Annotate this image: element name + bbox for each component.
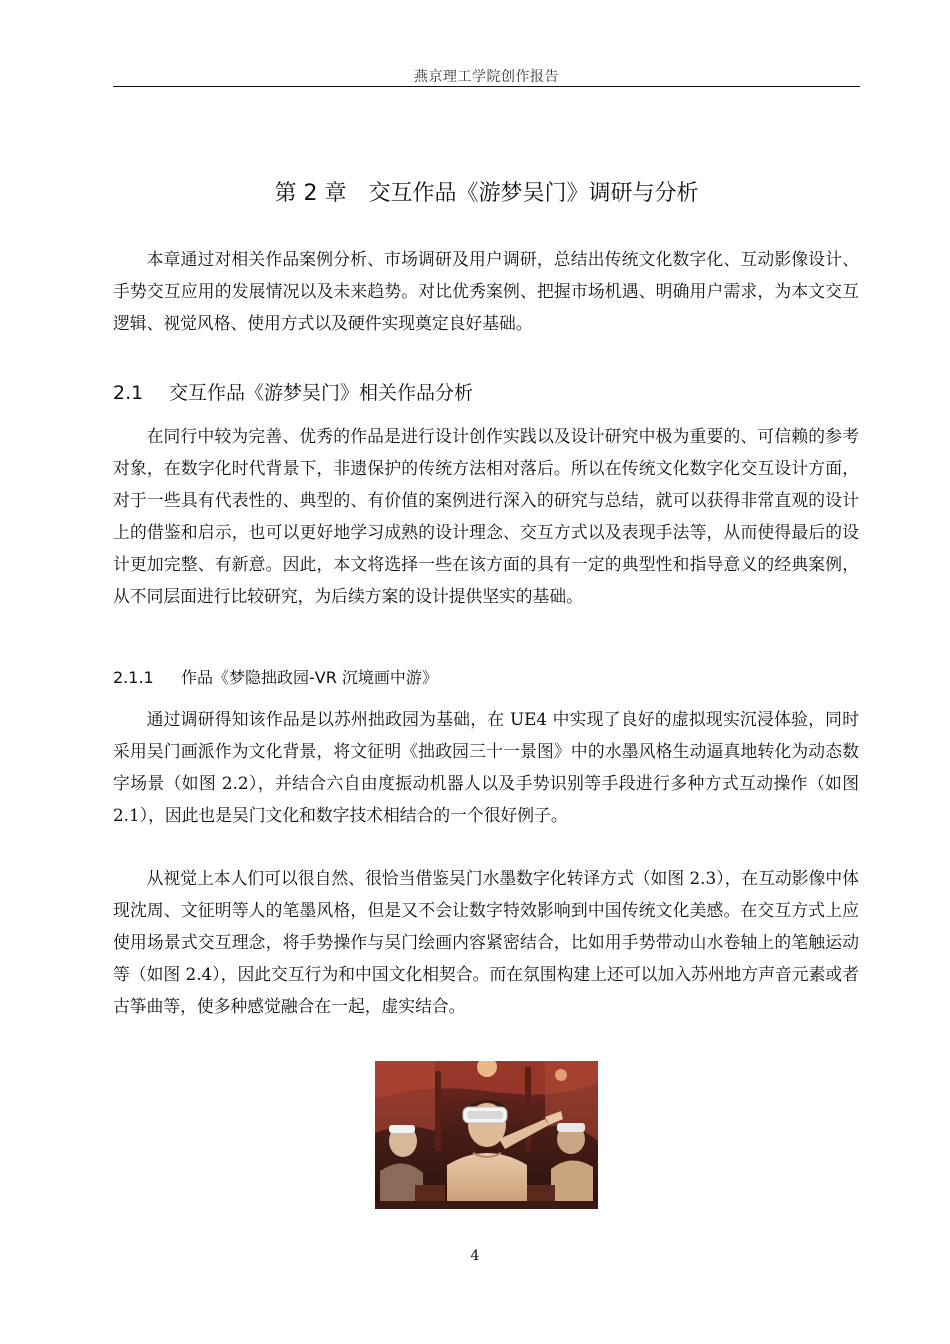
subsection-number: 2.1.1	[113, 668, 154, 687]
subsection-paragraph-2: 从视觉上本人们可以很自然、很恰当借鉴吴门水墨数字化转译方式（如图 2.3），在互动影像中体现沈周、文征明等人的笔墨风格，但是又不会让数字特效影响到中国传统文化美感。在交互方式上应使用场景式交互理念，将手势操作与吴门绘画内容紧密结合，比如用手势带动山水卷轴上的笔触运动等（如图 2.4），因此交互行为和中国文化相契合。而在氛围构建上还可以加入苏州地方声音元素或者古筝曲等，使多种感觉融合在一起，虚实结合。	[113, 868, 859, 1016]
page-number: 4	[470, 1248, 480, 1264]
header-rule	[113, 86, 860, 87]
vr-experience-photo	[375, 1061, 598, 1209]
intro-paragraph: 本章通过对相关作品案例分析、市场调研及用户调研，总结出传统文化数字化、互动影像设计、手势交互应用的发展情况以及未来趋势。对比优秀案例、把握市场机遇、明确用户需求，为本文交互逻辑、视觉风格、使用方式以及硬件实现奠定良好基础。	[113, 249, 859, 333]
section-number: 2.1	[113, 382, 144, 404]
chapter-title: 第 2 章 交互作品《游梦吴门》调研与分析	[274, 181, 699, 206]
subsection-paragraph-1: 通过调研得知该作品是以苏州拙政园为基础，在 UE4 中实现了良好的虚拟现实沉浸体验，同时采用吴门画派作为文化背景，将文征明《拙政园三十一景图》中的水墨风格生动逼真地转化为动态数字场景（如图 2.2），并结合六自由度振动机器人以及手势识别等手段进行多种方式互动操作（如图 2.1），因此也是吴门文化和数字技术相结合的一个很好例子。	[113, 709, 859, 825]
photo-illustration	[375, 1061, 598, 1209]
section-title-text: 交互作品《游梦吴门》相关作品分析	[169, 382, 474, 404]
subsection-title-text: 作品《梦隐拙政园-VR 沉境画中游》	[181, 668, 438, 687]
section-paragraph: 在同行中较为完善、优秀的作品是进行设计创作实践以及设计研究中极为重要的、可信赖的参考对象，在数字化时代背景下，非遗保护的传统方法相对落后。所以在传统文化数字化交互设计方面，对于一些具有代表性的、典型的、有价值的案例进行深入的研究与总结，就可以获得非常直观的设计上的借鉴和启示，也可以更好地学习成熟的设计理念、交互方式以及表现手法等，从而使得最后的设计更加完整、有新意。因此，本文将选择一些在该方面的具有一定的典型性和指导意义的经典案例，从不同层面进行比较研究，为后续方案的设计提供坚实的基础。	[113, 426, 859, 606]
subsection-title	[113, 665, 438, 688]
page-header: 燕京理工学院创作报告	[414, 69, 559, 85]
section-title	[113, 378, 473, 405]
